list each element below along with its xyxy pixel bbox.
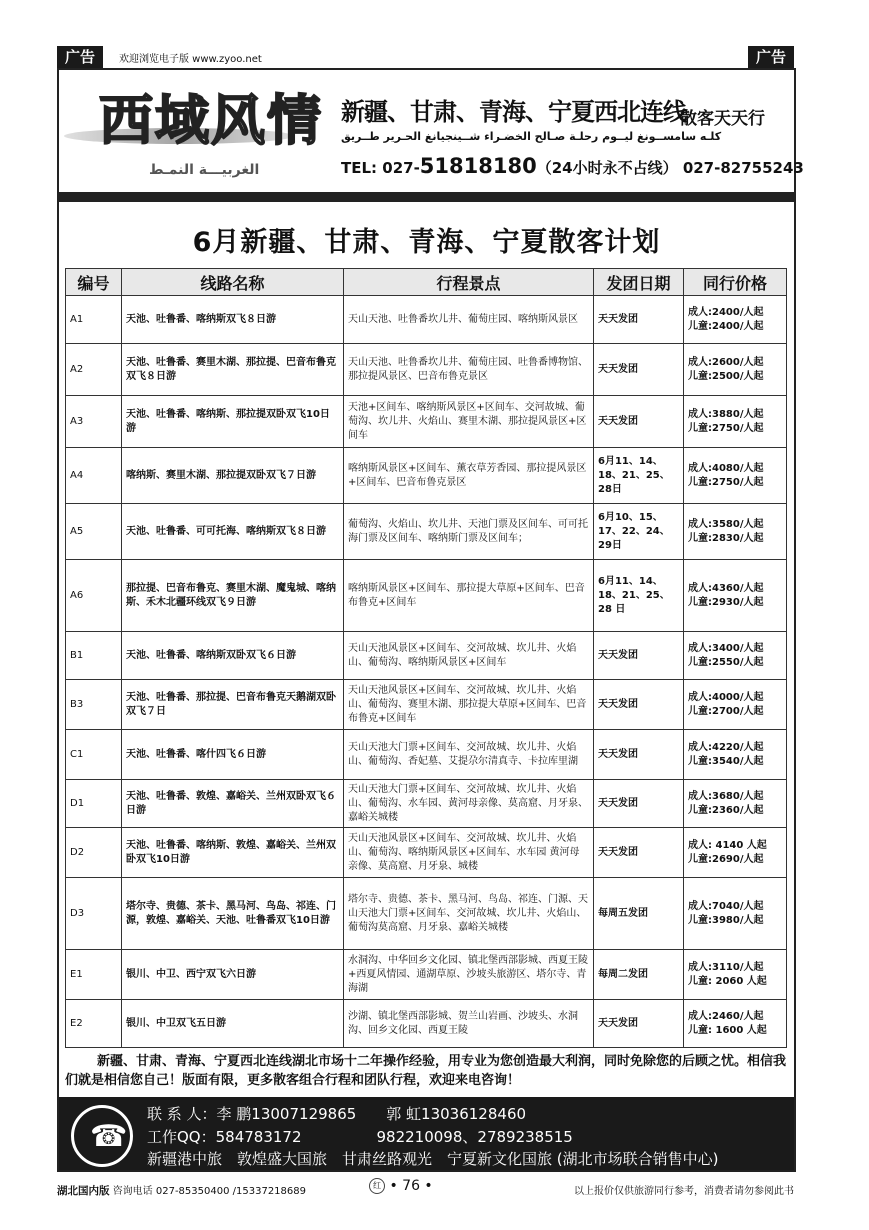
footer-phone: 咨询电话 027-85350400 /15337218689 [112,1186,306,1197]
ad-tag-right: 广告 [748,46,794,68]
route-code: D2 [66,828,122,878]
tel-alt: 027-82755243 [682,159,804,177]
route-price [684,504,787,560]
route-code: B3 [66,680,122,730]
page-number: • 76 • [389,1178,433,1194]
logo-chinese: 西域风情 [99,88,323,152]
partners-line: 新疆港中旅 敦煌盛大国旅 甘肃丝路观光 宁夏新文化国旅 (湖北市场联合销售中心) [147,1150,719,1168]
th-code: 编号 [66,269,122,296]
route-spots: 天池+区间车、喀纳斯风景区+区间车、交河故城、葡萄沟、坎儿井、火焰山、赛里木湖、那拉提风景区+区间车 [344,396,594,448]
th-price: 同行价格 [684,269,787,296]
contacts-line: 联 系 人：李 鹏13007129865 郭 虹13036128460 [147,1105,527,1123]
route-name: 天池、吐鲁番、赛里木湖、那拉提、巴音布鲁克双飞８日游 [122,344,344,396]
route-spots: 喀纳斯风景区+区间车、薰衣草芳香园、那拉提风景区+区间车、巴音布鲁克景区 [344,448,594,504]
route-date: 天天发团 [594,730,684,780]
child-price: 儿童:3980/人起 [688,914,764,926]
ad-tag-left: 广告 [57,46,103,68]
header-daily: 散客天天行 [680,109,765,129]
adult-price: 成人:2400/人起 [688,306,764,318]
page-footer [57,1178,794,1202]
route-date: 天天发团 [594,828,684,878]
adult-price: 成人:3680/人起 [688,790,764,802]
route-price [684,828,787,878]
child-price: 儿童: 1600 人起 [688,1024,767,1036]
routes-table [65,268,787,1048]
tel-note: （24小时永不占线） [536,159,678,177]
route-spots: 水洞沟、中华回乡文化园、镇北堡西部影城、西夏王陵+西夏风情园、通湖草原、沙坡头旅游区、塔尔寺、青海湖 [344,950,594,1000]
seal-icon: 红 [369,1178,385,1194]
child-price: 儿童:2550/人起 [688,656,764,668]
ad-url: 欢迎浏览电子版 www.zyoo.net [119,54,262,65]
route-date: 天天发团 [594,344,684,396]
header-arabic-line: كلـه سامســونغ ليــوم رحلـة صـالح الخضـراء شــينجيانغ الحـرير طــريق [341,130,722,143]
route-name: 天池、吐鲁番、喀纳斯双卧双飞６日游 [122,632,344,680]
adult-price: 成人:2600/人起 [688,356,764,368]
footer-page [369,1178,433,1194]
adult-price: 成人:3400/人起 [688,642,764,654]
route-spots: 沙湖、镇北堡西部影城、贺兰山岩画、沙坡头、水洞沟、回乡文化园、西夏王陵 [344,1000,594,1048]
route-price [684,1000,787,1048]
route-code: A1 [66,296,122,344]
adult-price: 成人:4000/人起 [688,691,764,703]
route-date: 天天发团 [594,296,684,344]
phone-icon: ☎ [71,1105,133,1167]
route-name: 喀纳斯、赛里木湖、那拉提双卧双飞７日游 [122,448,344,504]
route-name: 银川、中卫双飞五日游 [122,1000,344,1048]
child-price: 儿童:2360/人起 [688,804,764,816]
route-spots: 葡萄沟、火焰山、坎儿井、天池门票及区间车、可可托海门票及区间车、喀纳斯门票及区间车； [344,504,594,560]
th-date: 发团日期 [594,269,684,296]
adult-price: 成人: 4140 人起 [688,839,767,851]
route-code: A3 [66,396,122,448]
adult-price: 成人:3580/人起 [688,518,764,530]
route-price [684,780,787,828]
table-header-row [66,269,787,296]
route-name: 天池、吐鲁番、喀纳斯双飞８日游 [122,296,344,344]
route-code: E1 [66,950,122,1000]
child-price: 儿童:2830/人起 [688,532,764,544]
route-spots: 塔尔寺、贵德、茶卡、黑马河、鸟岛、祁连、门源、天山天池大门票+区间车、交河故城、坎儿井、火焰山、葡萄沟莫高窟、月牙泉、嘉峪关城楼 [344,878,594,950]
child-price: 儿童:3540/人起 [688,755,764,767]
child-price: 儿童: 2060 人起 [688,975,767,987]
route-name: 天池、吐鲁番、敦煌、嘉峪关、兰州双卧双飞６日游 [122,780,344,828]
th-spots: 行程景点 [344,269,594,296]
route-price [684,878,787,950]
route-code: C1 [66,730,122,780]
table-row [66,504,787,560]
route-date: 6月11、14、18、21、25、28 日 [594,560,684,632]
route-code: E2 [66,1000,122,1048]
route-price [684,730,787,780]
route-price [684,448,787,504]
logo-arabic: الغربيـــة النمـط [149,162,260,178]
route-date: 6月11、14、18、21、25、28日 [594,448,684,504]
route-code: A6 [66,560,122,632]
route-name: 天池、吐鲁番、那拉提、巴音布鲁克天鹅湖双卧双飞７日 [122,680,344,730]
table-row [66,560,787,632]
route-name: 银川、中卫、西宁双飞六日游 [122,950,344,1000]
table-row [66,296,787,344]
route-name: 天池、吐鲁番、可可托海、喀纳斯双飞８日游 [122,504,344,560]
route-spots: 天山天池风景区+区间车、交河故城、坎儿井、火焰山、葡萄沟、赛里木湖、那拉提大草原+区间车、巴音布鲁克+区间车 [344,680,594,730]
child-price: 儿童:2690/人起 [688,853,764,865]
child-price: 儿童:2930/人起 [688,596,764,608]
table-row [66,828,787,878]
header-tel [341,154,804,178]
table-row [66,632,787,680]
route-date: 6月10、15、17、22、24、29日 [594,504,684,560]
table-row [66,730,787,780]
table-row [66,396,787,448]
child-price: 儿童:2700/人起 [688,705,764,717]
route-price [684,560,787,632]
adult-price: 成人:4220/人起 [688,741,764,753]
route-date: 天天发团 [594,680,684,730]
table-row [66,680,787,730]
table-row [66,448,787,504]
adult-price: 成人:3880/人起 [688,408,764,420]
route-date: 每周二发团 [594,950,684,1000]
route-name: 天池、吐鲁番、喀纳斯、那拉提双卧双飞10日游 [122,396,344,448]
child-price: 儿童:2400/人起 [688,320,764,332]
table-row [66,1000,787,1048]
th-name: 线路名称 [122,269,344,296]
tel-prefix: TEL: 027- [341,159,420,177]
table-row [66,950,787,1000]
footer-left [57,1182,306,1198]
promo-note: 新疆、甘肃、青海、宁夏西北连线湖北市场十二年操作经验，用专业为您创造最大利润，同时免除您的后顾之忧。相信我们就是相信您自己！版面有限，更多散客组合行程和团队行程，欢迎来电咨询！ [65,1054,787,1088]
route-date: 天天发团 [594,780,684,828]
route-spots: 喀纳斯风景区+区间车、那拉提大草原+区间车、巴音布鲁克+区间车 [344,560,594,632]
route-spots: 天山天池大门票+区间车、交河故城、坎儿井、火焰山、葡萄沟、香妃墓、艾提尕尔清真寺、卡拉库里湖 [344,730,594,780]
adult-price: 成人:4360/人起 [688,582,764,594]
child-price: 儿童:2750/人起 [688,422,764,434]
route-price [684,396,787,448]
ad-frame [57,68,804,1172]
adult-price: 成人:3110/人起 [688,961,764,973]
route-price [684,344,787,396]
route-name: 塔尔寺、贵德、茶卡、黑马河、鸟岛、祁连、门源，敦煌、嘉峪关、天池、吐鲁番双飞10日游 [122,878,344,950]
table-row [66,780,787,828]
header-divider [59,192,794,202]
contact-panel [59,1097,794,1170]
route-code: B1 [66,632,122,680]
route-name: 天池、吐鲁番、喀纳斯、敦煌、嘉峪关、兰州双卧双飞10日游 [122,828,344,878]
route-code: A5 [66,504,122,560]
qq-line: 工作QQ：584783172 982210098、2789238515 [147,1128,573,1146]
ad-bar [57,46,794,68]
route-date: 天天发团 [594,396,684,448]
route-name: 天池、吐鲁番、喀什四飞６日游 [122,730,344,780]
route-date: 每周五发团 [594,878,684,950]
route-code: D1 [66,780,122,828]
ad-header [59,70,804,190]
child-price: 儿童:2500/人起 [688,370,764,382]
table-row [66,878,787,950]
route-spots: 天山天池大门票+区间车、交河故城、坎儿井、火焰山、葡萄沟、水车园、黄河母亲像、莫高窟、月牙泉、嘉峪关城楼 [344,780,594,828]
footer-section: 湖北国内版 [57,1185,110,1197]
child-price: 儿童:2750/人起 [688,476,764,488]
adult-price: 成人:7040/人起 [688,900,764,912]
route-price [684,296,787,344]
route-code: A2 [66,344,122,396]
footer-disclaimer: 以上报价仅供旅游同行参考，消费者请勿参阅此书 [574,1186,794,1197]
tel-main: 51818180 [419,154,537,178]
route-code: D3 [66,878,122,950]
route-price [684,680,787,730]
route-spots: 天山天池、吐鲁番坎儿井、葡萄庄园、喀纳斯风景区 [344,296,594,344]
adult-price: 成人:2460/人起 [688,1010,764,1022]
route-code: A4 [66,448,122,504]
route-price [684,632,787,680]
header-title: 新疆、甘肃、青海、宁夏西北连线 [341,98,686,126]
route-spots: 天山天池风景区+区间车、交河故城、坎儿井、火焰山、葡萄沟、喀纳斯风景区+区间车 [344,632,594,680]
adult-price: 成人:4080/人起 [688,462,764,474]
route-name: 那拉提、巴音布鲁克、赛里木湖、魔鬼城、喀纳斯、禾木北疆环线双飞９日游 [122,560,344,632]
route-date: 天天发团 [594,1000,684,1048]
route-date: 天天发团 [594,632,684,680]
route-spots: 天山天池风景区+区间车、交河故城、坎儿井、火焰山、葡萄沟、喀纳斯风景区+区间车、水车园 黄河母亲像、莫高窟、月牙泉、城楼 [344,828,594,878]
table-row [66,344,787,396]
route-price [684,950,787,1000]
route-spots: 天山天池、吐鲁番坎儿井、葡萄庄园、吐鲁番博物馆、那拉提风景区、巴音布鲁克景区 [344,344,594,396]
plan-title: 6月新疆、甘肃、青海、宁夏散客计划 [192,227,661,258]
